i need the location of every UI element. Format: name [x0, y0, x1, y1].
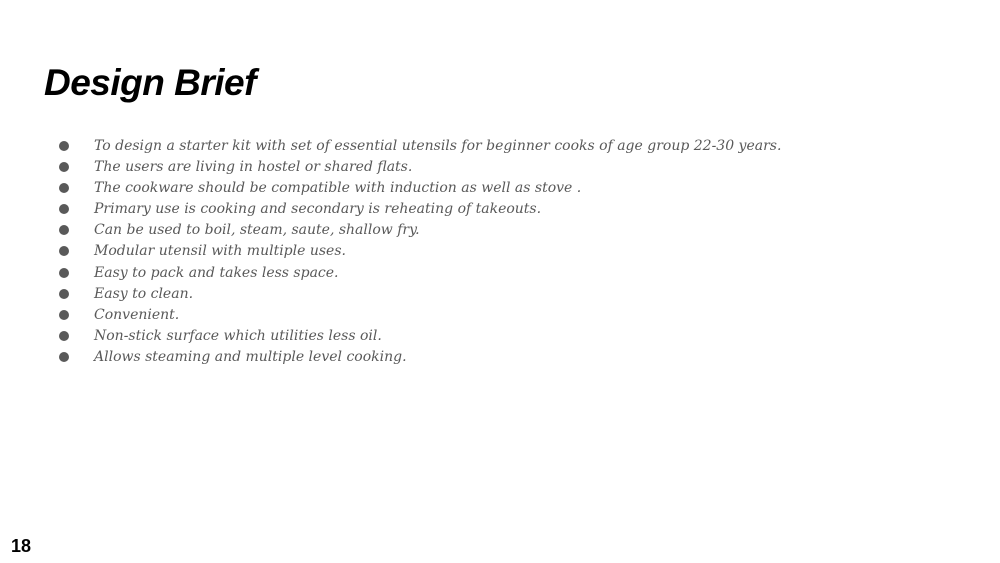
- bullet-icon: [59, 246, 69, 256]
- bullet-icon: [59, 204, 69, 214]
- list-item: [56, 284, 781, 305]
- list-item-text: To design a starter kit with set of essential utensils for beginner cooks of age group 22-30 years.: [94, 138, 782, 154]
- list-item-text: The cookware should be compatible with induction as well as stove .: [94, 180, 582, 197]
- bullet-icon: [59, 268, 69, 278]
- list-item: [56, 136, 781, 157]
- list-item: [56, 199, 781, 220]
- list-item: [56, 263, 781, 284]
- list-item-text: Easy to clean.: [94, 285, 194, 302]
- slide-title: Design Brief: [44, 62, 256, 103]
- bullet-icon: [59, 352, 69, 362]
- bullet-list: [56, 136, 781, 368]
- list-item: [56, 157, 781, 178]
- list-item: [56, 241, 781, 262]
- list-item-text: Convenient.: [94, 306, 180, 323]
- bullet-icon: [59, 289, 69, 299]
- list-item-text: Easy to pack and takes less space.: [94, 264, 339, 281]
- bullet-icon: [59, 141, 69, 151]
- list-item-text: Non-stick surface which utilities less oil.: [94, 327, 382, 344]
- list-item: [56, 347, 781, 368]
- bullet-icon: [59, 310, 69, 320]
- list-item: [56, 326, 781, 347]
- bullet-icon: [59, 331, 69, 341]
- list-item: [56, 178, 781, 199]
- bullet-icon: [59, 225, 69, 235]
- list-item-text: Modular utensil with multiple uses.: [94, 243, 346, 260]
- page-number: 18: [11, 536, 32, 556]
- list-item-text: Primary use is cooking and secondary is reheating of takeouts.: [94, 201, 542, 218]
- list-item-text: The users are living in hostel or shared flats.: [94, 159, 413, 176]
- list-item-text: Allows steaming and multiple level cooking.: [94, 348, 407, 365]
- list-item: [56, 305, 781, 326]
- bullet-icon: [59, 162, 69, 172]
- list-item-text: Can be used to boil, steam, saute, shallow fry.: [94, 222, 420, 239]
- bullet-icon: [59, 183, 69, 193]
- list-item: [56, 220, 781, 241]
